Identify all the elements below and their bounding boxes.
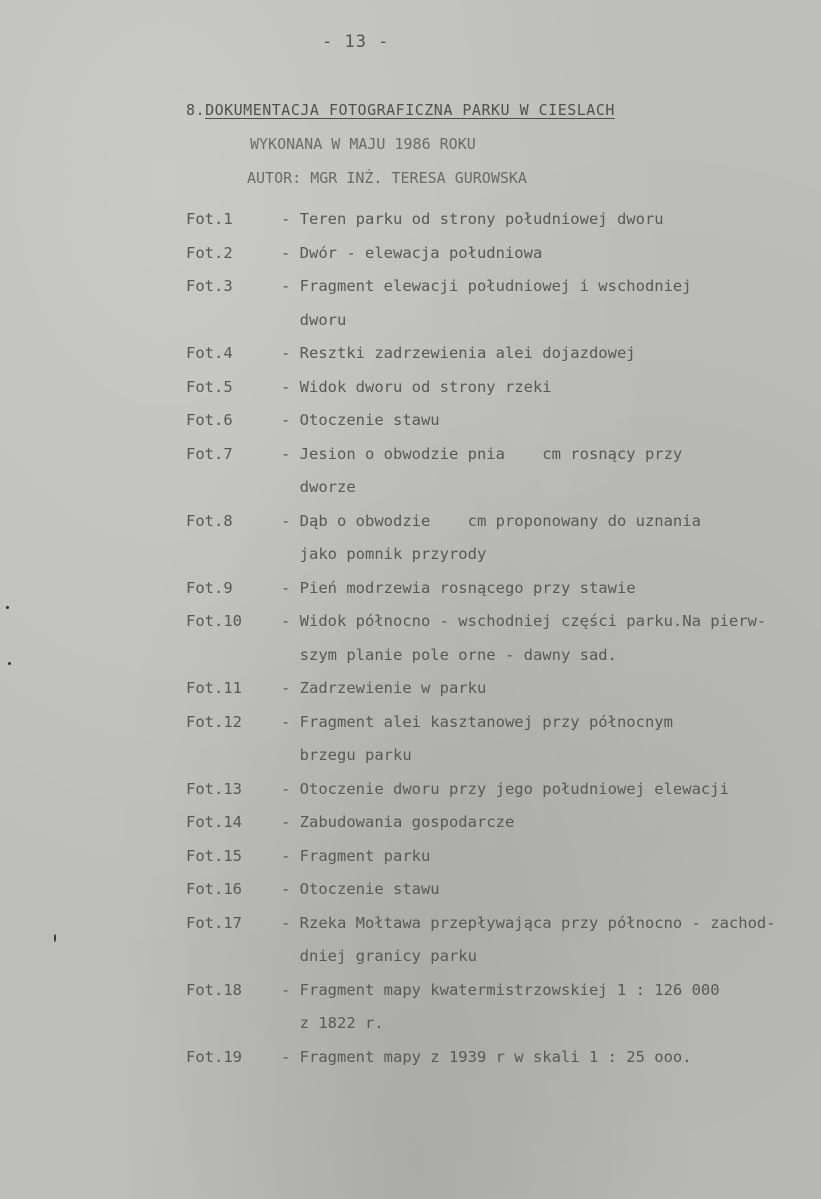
photo-entry: [186, 873, 806, 907]
description-line: - Fragment elewacji południowej i wschodniej: [281, 277, 692, 295]
description-line: - Rzeka Mołtawa przepływająca przy północno - zachod-: [281, 913, 776, 932]
photo-entry: [186, 337, 806, 371]
photo-number: Fot.7: [186, 444, 233, 463]
photo-number: Fot.2: [186, 243, 233, 262]
description-line: - Fragment mapy z 1939 r w skali 1 : 25 ooo.: [281, 1047, 692, 1066]
photo-number: Fot.18: [186, 980, 242, 999]
photo-entry: [186, 371, 806, 405]
description-line: - Otoczenie dworu przy jego południowej elewacji: [281, 779, 729, 798]
description-line: - Fragment parku: [281, 846, 431, 865]
photo-description: [281, 974, 806, 1041]
photo-description: [281, 371, 806, 405]
photo-description: [281, 773, 806, 807]
description-line: - Resztki zadrzewienia alei dojazdowej: [281, 344, 636, 362]
photo-description: [281, 840, 806, 874]
photo-description: [281, 203, 806, 237]
photo-description: [281, 907, 806, 974]
photo-entry: [186, 572, 806, 606]
photo-list: [186, 203, 806, 1074]
photo-entry: [186, 840, 806, 874]
photo-description: [281, 706, 806, 773]
photo-number: Fot.19: [186, 1047, 242, 1066]
photo-number: Fot.5: [186, 377, 233, 396]
photo-entry: [186, 1041, 806, 1075]
photo-number: Fot.14: [186, 813, 242, 831]
photo-entry: [186, 438, 806, 505]
photo-entry: [186, 505, 806, 572]
description-line: - Otoczenie stawu: [281, 411, 440, 429]
photo-number: Fot.3: [186, 277, 233, 295]
page-number: - 13 -: [322, 32, 390, 52]
photo-number: Fot.16: [186, 880, 242, 898]
photo-entry: [186, 974, 806, 1041]
photo-number: Fot.11: [186, 679, 242, 697]
description-line: szym planie pole orne - dawny sad.: [281, 645, 617, 664]
description-line: - Otoczenie stawu: [281, 880, 440, 898]
photo-entry: [186, 270, 806, 337]
description-line: dniej granicy parku: [281, 947, 477, 965]
photo-number: Fot.10: [186, 612, 242, 630]
author-line: AUTOR: MGR INŻ. TERESA GUROWSKA: [247, 169, 527, 187]
photo-number: Fot.13: [186, 779, 242, 798]
photo-description: [281, 438, 806, 505]
description-line: jako pomnik przyrody: [281, 545, 487, 563]
description-line: z 1822 r.: [281, 1014, 384, 1032]
photo-description: [281, 1041, 806, 1075]
photo-number: Fot.8: [186, 511, 233, 530]
description-line: - Zadrzewienie w parku: [281, 679, 487, 697]
photo-description: [281, 605, 806, 672]
paper-speck: [8, 662, 11, 665]
description-line: - Pień modrzewia rosnącego przy stawie: [281, 578, 636, 597]
description-line: - Fragment alei kasztanowej przy północnym: [281, 712, 673, 731]
photo-description: [281, 404, 806, 438]
photo-entry: [186, 806, 806, 840]
photo-entry: [186, 907, 806, 974]
description-line: - Widok północno - wschodniej części parku.Na pierw-: [281, 612, 767, 630]
photo-number: Fot.15: [186, 846, 242, 865]
description-line: - Dwór - elewacja południowa: [281, 243, 543, 262]
section-heading: [186, 101, 615, 119]
photo-number: Fot.4: [186, 344, 233, 362]
photo-entry: [186, 404, 806, 438]
subheading: WYKONANA W MAJU 1986 ROKU: [250, 135, 476, 153]
description-line: - Dąb o obwodzie cm proponowany do uznania: [281, 511, 701, 530]
description-line: dworze: [281, 478, 356, 496]
section-title: DOKUMENTACJA FOTOGRAFICZNA PARKU W CIESLACH: [205, 101, 615, 119]
section-number: 8.: [186, 101, 206, 119]
photo-description: [281, 572, 806, 606]
photo-description: [281, 873, 806, 907]
photo-entry: [186, 237, 806, 271]
description-line: - Fragment mapy kwatermistrzowskiej 1 : 126 000: [281, 980, 720, 999]
description-line: brzegu parku: [281, 746, 412, 764]
photo-description: [281, 270, 806, 337]
photo-entry: [186, 605, 806, 672]
paper-speck: [54, 934, 56, 942]
description-line: - Zabudowania gospodarcze: [281, 813, 515, 831]
photo-number: Fot.17: [186, 913, 242, 932]
photo-number: Fot.6: [186, 411, 233, 429]
photo-number: Fot.1: [186, 210, 233, 228]
photo-entry: [186, 773, 806, 807]
photo-description: [281, 237, 806, 271]
photo-description: [281, 806, 806, 840]
photo-description: [281, 505, 806, 572]
photo-number: Fot.12: [186, 712, 242, 731]
paper-speck: [6, 606, 9, 609]
photo-description: [281, 337, 806, 371]
photo-entry: [186, 672, 806, 706]
photo-number: Fot.9: [186, 578, 233, 597]
photo-entry: [186, 203, 806, 237]
photo-description: [281, 672, 806, 706]
photo-entry: [186, 706, 806, 773]
description-line: - Teren parku od strony południowej dworu: [281, 210, 664, 228]
description-line: - Jesion o obwodzie pnia cm rosnący przy: [281, 444, 683, 463]
description-line: dworu: [281, 310, 347, 329]
description-line: - Widok dworu od strony rzeki: [281, 377, 552, 396]
